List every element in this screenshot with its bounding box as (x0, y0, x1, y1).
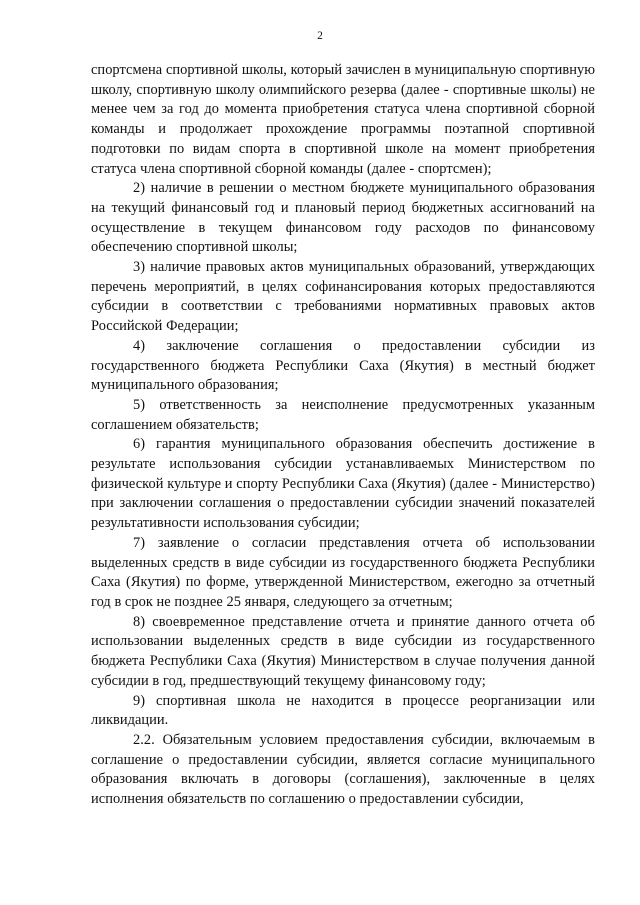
paragraph-section-2-2: 2.2. Обязательным условием предоставления субсидии, включаемым в соглашение о предоставлении субсидии, является согласие муниципального образования включать в договоры (соглашения), заключенные в целях исполнения обязательств по соглашению о предоставлении субсидии, (91, 731, 595, 808)
paragraph-item-8: 8) своевременное представление отчета и принятие данного отчета об использовании выделенных средств в виде субсидии из государственного бюджета Республики Саха (Якутия) Министерством в случае получения данной субсидии в год, предшествующий текущему финансовому году; (91, 613, 595, 689)
paragraph-item-7: 7) заявление о согласии представления отчета об использовании выделенных средств в виде субсидии из государственного бюджета Республики Саха (Якутия) по форме, утвержденной Министерством, ежегодно за отчетный год в срок не позднее 25 января, следующего за отчетным; (91, 534, 595, 610)
page-number: 2 (317, 30, 323, 42)
paragraph-item-3: 3) наличие правовых актов муниципальных образований, утверждающих перечень мероприятий, в целях софинансирования которых предоставляются субсидии в соответствии с требованиями нормативных правовых актов Российской Федерации; (91, 259, 595, 335)
paragraph-item-4: 4) заключение соглашения о предоставлении субсидии из государственного бюджета Республики Саха (Якутия) в местный бюджет муниципального образования; (91, 337, 595, 394)
paragraph-item-5: 5) ответственность за неисполнение предусмотренных указанным соглашением обязательств; (91, 396, 595, 433)
document-body (91, 61, 595, 810)
paragraph-item-2: 2) наличие в решении о местном бюджете муниципального образования на текущий финансовый год и плановый период бюджетных ассигнований на осуществление в текущем финансовом году расходов по финансовому обеспечению спортивной школы; (91, 180, 595, 256)
paragraph-continuation: спортсмена спортивной школы, который зачислен в муниципальную спортивную школу, спортивную школу олимпийского резерва (далее - спортивные школы) не менее чем за год до момента приобретения статуса члена спортивной сборной команды и продолжает прохождение программы поэтапной спортивной подготовки по видам спорта в спортивной школе на момент приобретения статуса члена спортивной сборной команды (далее - спортсмен); (91, 62, 595, 177)
paragraph-item-9: 9) спортивная школа не находится в процессе реорганизации или ликвидации. (91, 692, 595, 729)
paragraph-item-6: 6) гарантия муниципального образования обеспечить достижение в результате использования субсидии устанавливаемых Министерством по физической культуре и спорту Республики Саха (Якутия) (далее - Министерство) при заключении соглашения о предоставлении субсидии значений показателей результативности использования субсидии; (91, 436, 595, 532)
